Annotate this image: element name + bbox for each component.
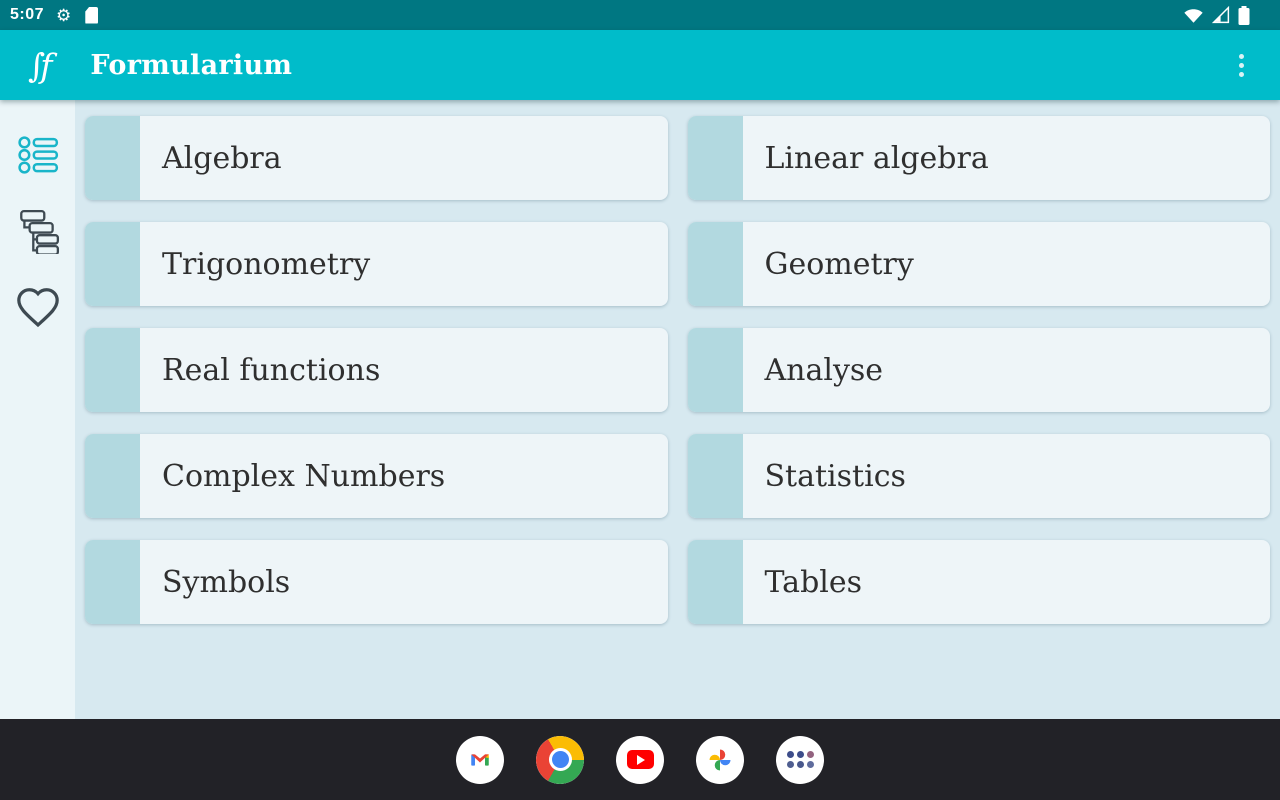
clock: 5:07	[10, 6, 45, 23]
sidebar-item-favorites[interactable]	[13, 282, 63, 332]
heart-icon	[15, 284, 61, 330]
category-label: Statistics	[764, 458, 906, 494]
overflow-menu-icon[interactable]	[1224, 43, 1258, 87]
tree-icon	[15, 208, 61, 254]
chrome-icon	[536, 736, 584, 784]
category-thumb	[85, 328, 140, 412]
google-photos-icon	[706, 746, 734, 774]
category-label: Trigonometry	[162, 246, 371, 282]
app-drawer-icon	[787, 751, 814, 768]
category-thumb	[688, 540, 743, 624]
wifi-icon	[1183, 6, 1204, 24]
category-label: Tables	[764, 564, 863, 600]
sd-card-icon	[85, 7, 98, 24]
category-label: Real functions	[162, 352, 381, 388]
category-label: Analyse	[764, 352, 884, 388]
battery-icon	[1238, 6, 1250, 25]
chrome-app-icon[interactable]	[536, 736, 584, 784]
sidebar	[0, 100, 75, 719]
photos-app-icon[interactable]	[696, 736, 744, 784]
category-card-analyse[interactable]	[688, 328, 1271, 412]
category-card-trigonometry[interactable]	[85, 222, 668, 306]
category-label: Symbols	[162, 564, 291, 600]
category-grid	[75, 100, 1280, 719]
category-thumb	[85, 540, 140, 624]
category-thumb	[85, 116, 140, 200]
gmail-app-icon[interactable]	[456, 736, 504, 784]
category-thumb	[85, 434, 140, 518]
app-title: Formularium	[90, 49, 293, 81]
cellular-signal-icon	[1211, 6, 1231, 24]
category-label: Geometry	[764, 246, 914, 282]
category-card-linear-algebra[interactable]	[688, 116, 1271, 200]
youtube-icon	[627, 750, 654, 769]
category-card-geometry[interactable]	[688, 222, 1271, 306]
category-label: Linear algebra	[764, 140, 989, 176]
category-thumb	[688, 222, 743, 306]
category-thumb	[688, 116, 743, 200]
app-bar	[0, 30, 1280, 100]
category-thumb	[688, 434, 743, 518]
category-card-tables[interactable]	[688, 540, 1271, 624]
youtube-app-icon[interactable]	[616, 736, 664, 784]
category-label: Algebra	[162, 140, 282, 176]
gmail-icon	[465, 745, 495, 775]
list-icon	[15, 132, 61, 178]
category-thumb	[688, 328, 743, 412]
app-drawer-button[interactable]	[776, 736, 824, 784]
sidebar-item-categories-tree[interactable]	[13, 206, 63, 256]
status-bar	[0, 0, 1280, 30]
gear-icon: ⚙	[56, 5, 72, 25]
category-card-symbols[interactable]	[85, 540, 668, 624]
category-card-real-functions[interactable]	[85, 328, 668, 412]
taskbar	[0, 719, 1280, 800]
sidebar-item-categories-list[interactable]	[13, 130, 63, 180]
category-card-algebra[interactable]	[85, 116, 668, 200]
app-logo-icon: ∫f	[28, 45, 48, 85]
category-label: Complex Numbers	[162, 458, 446, 494]
category-card-statistics[interactable]	[688, 434, 1271, 518]
category-thumb	[85, 222, 140, 306]
category-card-complex-numbers[interactable]	[85, 434, 668, 518]
